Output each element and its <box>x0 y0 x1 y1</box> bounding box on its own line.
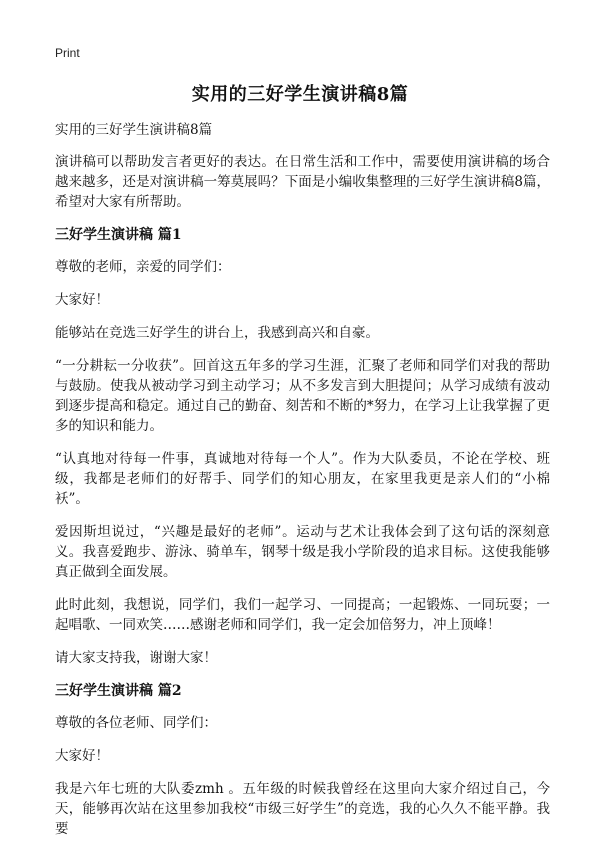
document-body <box>55 120 550 852</box>
section-1-paragraph: 尊敬的老师，亲爱的同学们： <box>55 259 231 275</box>
section-2-paragraph: 大家好！ <box>55 748 109 764</box>
section-1-paragraph: “一分耕耘一分收获”。回首这五年多的学习生涯，汇聚了老师和同学们对我的帮助与鼓励。使我从被动学习到主动学习；从不多发言到大胆提问；从学习成绩有波动到逐步提高和稳定。通过自己的勤奋、刻苦和不断的*努力，在学习上让我掌握了更多的知识和能力。 <box>55 358 550 434</box>
document-title: 实用的三好学生演讲稿8篇 <box>191 84 409 105</box>
intro-paragraph: 演讲稿可以帮助发言者更好的表达。在日常生活和工作中，需要使用演讲稿的场合越来越多，还是对演讲稿一筹莫展吗？下面是小编收集整理的三好学生演讲稿8篇，希望对大家有所帮助。 <box>55 154 550 210</box>
section-1-paragraph: 大家好！ <box>55 292 109 308</box>
section-2-paragraph: 尊敬的各位老师、同学们： <box>55 715 217 731</box>
section-1-paragraph: 能够站在竞选三好学生的讲台上，我感到高兴和自豪。 <box>55 325 379 341</box>
document-subtitle: 实用的三好学生演讲稿8篇 <box>55 122 213 138</box>
section-2-paragraph: 我是六年七班的大队委zmh 。五年级的时候我曾经在这里向大家介绍过自己，今天，能够再次站在这里参加我校“市级三好学生”的竞选，我的心久久不能平静。我要 <box>55 781 550 837</box>
section-heading-2: 三好学生演讲稿 篇2 <box>55 683 182 699</box>
section-1-paragraph: “认真地对待每一件事，真诚地对待每一个人”。作为大队委员，不论在学校、班级，我都是老师们的好帮手、同学们的知心朋友，在家里我更是亲人们的“小棉袄”。 <box>55 451 550 507</box>
section-1-paragraph: 爱因斯坦说过，“兴趣是最好的老师”。运动与艺术让我体会到了这句话的深刻意义。我喜爱跑步、游泳、骑单车，钢琴十级是我小学阶段的追求目标。这使我能够真正做到全面发展。 <box>55 524 550 580</box>
section-1-paragraph: 此时此刻，我想说，同学们，我们一起学习、一同提高；一起锻炼、一同玩耍；一起唱歌、一同欢笑……感谢老师和同学们，我一定会加倍努力，冲上顶峰！ <box>55 597 550 633</box>
section-1-paragraph: 请大家支持我，谢谢大家！ <box>55 650 217 666</box>
print-link[interactable]: Print <box>55 46 80 60</box>
section-heading-1: 三好学生演讲稿 篇1 <box>55 227 182 243</box>
